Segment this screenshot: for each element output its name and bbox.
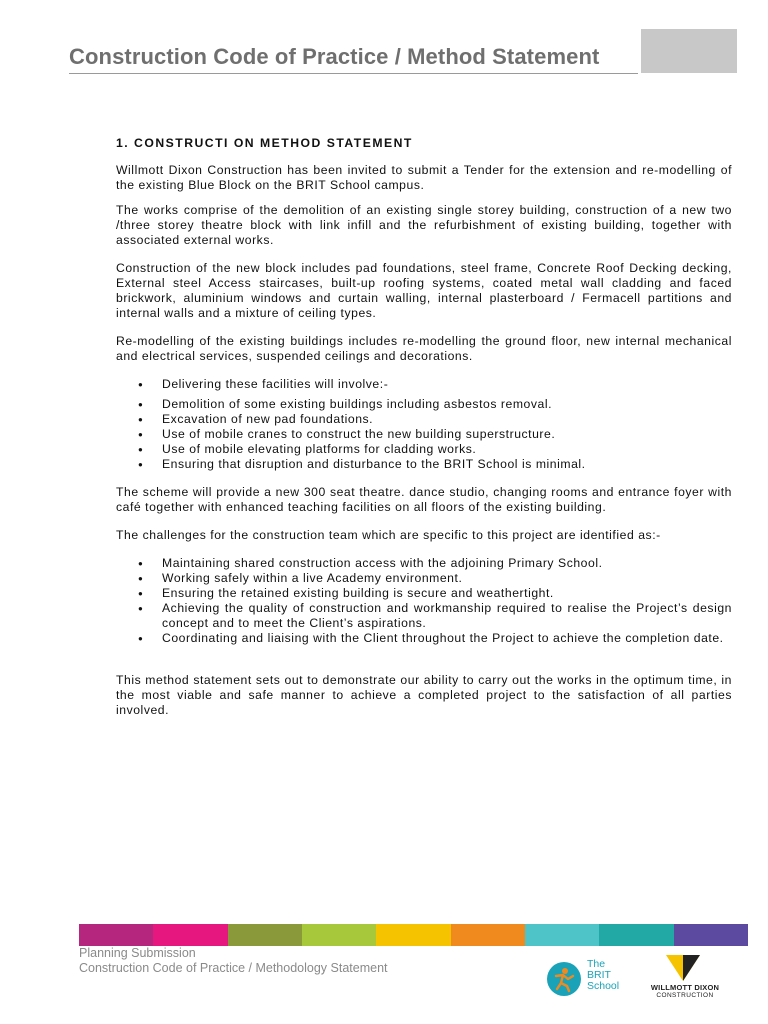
color-stripe [302, 924, 376, 946]
list-item: ● Use of mobile elevating platforms for cladding works. [116, 442, 732, 457]
color-stripe [525, 924, 599, 946]
list-item: ● Ensuring that disruption and disturbance to the BRIT School is minimal. [116, 457, 732, 472]
paragraph-closing: This method statement sets out to demonstrate our ability to carry out the works in the optimum time, in the most viable and safe manner to achieve a completed project to the satisfaction of all parties involved. [116, 673, 732, 717]
list-item: ● Excavation of new pad foundations. [116, 412, 732, 427]
color-stripe [674, 924, 748, 946]
willmott-dixon-name: WILLMOTT DIXON [650, 983, 720, 992]
brit-school-logo [547, 958, 627, 998]
list-item: ● Achieving the quality of construction and workmanship required to realise the Project’s design concept and to meet the Client’s aspirations. [116, 601, 732, 631]
willmott-dixon-logo [640, 955, 730, 1000]
list-item: ● Use of mobile cranes to construct the new building superstructure. [116, 427, 732, 442]
list-item: ● Maintaining shared construction access with the adjoining Primary School. [116, 556, 732, 571]
list-item: ● Ensuring the retained existing building is secure and weathertight. [116, 586, 732, 601]
list-item: ● Coordinating and liaising with the Client throughout the Project to achieve the completion date. [116, 631, 732, 646]
paragraph-remodelling: Re-modelling of the existing buildings includes re-modelling the ground floor, new internal mechanical and electrical services, suspended ceilings and decorations. [116, 334, 732, 363]
header-divider [69, 73, 638, 74]
color-stripe [153, 924, 227, 946]
involve-intro-list [116, 377, 732, 392]
color-stripe [599, 924, 673, 946]
willmott-dixon-subtitle: CONSTRUCTION [656, 992, 714, 999]
challenges-list [116, 556, 732, 646]
section-heading: 1. CONSTRUCTI ON METHOD STATEMENT [116, 136, 413, 150]
page-title: Construction Code of Practice / Method Statement [69, 44, 600, 69]
color-stripe [79, 924, 153, 946]
color-stripe [376, 924, 450, 946]
list-item: ● Delivering these facilities will involve:- [116, 377, 732, 392]
paragraph-works: The works comprise of the demolition of an existing single storey building, construction of a new two /three storey theatre block with link infill and the refurbishment of existing building, together with associated external works. [116, 203, 732, 247]
willmott-dixon-mark-icon [666, 955, 700, 981]
footer-submission-label: Planning Submission [79, 946, 196, 960]
color-stripe [228, 924, 302, 946]
paragraph-scheme: The scheme will provide a new 300 seat theatre. dance studio, changing rooms and entrance foyer with café together with enhanced teaching facilities on all floors of the existing building. [116, 485, 732, 514]
header-grey-block [641, 29, 737, 73]
list-item: ● Working safely within a live Academy environment. [116, 571, 732, 586]
brit-logo-icon [547, 962, 581, 996]
brit-logo-text: The BRIT School [587, 958, 620, 992]
involve-list [116, 397, 732, 472]
color-stripe [451, 924, 525, 946]
document-body [116, 136, 732, 728]
list-item: ● Demolition of some existing buildings including asbestos removal. [116, 397, 732, 412]
footer-color-bar [79, 924, 748, 946]
footer-document-title: Construction Code of Practice / Methodology Statement [79, 961, 388, 975]
paragraph-challenges-intro: The challenges for the construction team which are specific to this project are identified as:- [116, 528, 661, 542]
paragraph-intro: Willmott Dixon Construction has been invited to submit a Tender for the extension and re-modelling of the existing Blue Block on the BRIT School campus. [116, 163, 732, 192]
paragraph-new-block: Construction of the new block includes pad foundations, steel frame, Concrete Roof Decking decking, External steel Access staircases, built-up roofing systems, coated metal wall cladding and faced brickwork, aluminium windows and curtain walling, internal plasterboard / Fermacell partitions and internal walls and a mixture of ceiling types. [116, 261, 732, 320]
